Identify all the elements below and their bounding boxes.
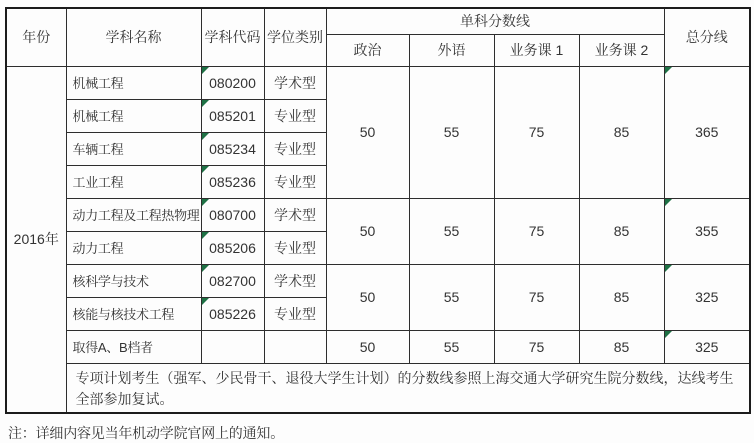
subject-code-cell: 085234 <box>201 132 264 165</box>
excel-error-triangle-icon <box>665 331 672 338</box>
excel-error-triangle-icon <box>665 199 672 206</box>
subject-code-cell: 080200 <box>201 66 264 99</box>
special-note-row <box>6 363 750 413</box>
header-foreign-language: 外语 <box>409 34 494 66</box>
subject-name-cell: 机械工程 <box>66 66 201 99</box>
score-politics-cell: 50 <box>326 66 409 198</box>
score-politics-cell: 50 <box>326 264 409 330</box>
header-single-subject-group: 单科分数线 <box>326 8 664 34</box>
excel-error-triangle-icon <box>202 298 209 305</box>
subject-name-cell: 核科学与技术 <box>66 264 201 297</box>
score-course2-cell: 85 <box>579 330 664 363</box>
degree-type-cell <box>264 330 326 363</box>
header-course1: 业务课 1 <box>494 34 579 66</box>
header-row-1 <box>6 8 750 34</box>
subject-code-cell: 082700 <box>201 264 264 297</box>
degree-type-cell: 专业型 <box>264 99 326 132</box>
excel-error-triangle-icon <box>202 100 209 107</box>
subject-name-cell: 核能与核技术工程 <box>66 297 201 330</box>
score-course2-cell: 85 <box>579 198 664 264</box>
degree-type-cell: 专业型 <box>264 132 326 165</box>
excel-error-triangle-icon <box>202 133 209 140</box>
subject-code-cell: 085201 <box>201 99 264 132</box>
degree-type-cell: 专业型 <box>264 165 326 198</box>
subject-name-cell: 动力工程 <box>66 231 201 264</box>
header-degree-type: 学位类别 <box>264 8 326 66</box>
subject-name-cell: 工业工程 <box>66 165 201 198</box>
score-foreign-cell: 55 <box>409 66 494 198</box>
score-course1-cell: 75 <box>494 264 579 330</box>
table-row <box>6 66 750 99</box>
score-total-cell: 365 <box>664 66 750 198</box>
table-row <box>6 330 750 363</box>
subject-code-cell <box>201 330 264 363</box>
score-total-cell: 355 <box>664 198 750 264</box>
header-subject-name: 学科名称 <box>66 8 201 66</box>
subject-name-cell: 动力工程及工程热物理 <box>66 198 201 231</box>
score-foreign-cell: 55 <box>409 198 494 264</box>
excel-error-triangle-icon <box>202 199 209 206</box>
excel-error-triangle-icon <box>202 232 209 239</box>
header-total: 总分线 <box>664 8 750 66</box>
score-line-table <box>5 7 751 414</box>
degree-type-cell: 专业型 <box>264 297 326 330</box>
subject-name-cell: 车辆工程 <box>66 132 201 165</box>
degree-type-cell: 学术型 <box>264 198 326 231</box>
excel-error-triangle-icon <box>202 265 209 272</box>
score-foreign-cell: 55 <box>409 330 494 363</box>
score-total-cell: 325 <box>664 264 750 330</box>
special-note-cell: 专项计划考生（强军、少民骨干、退役大学生计划）的分数线参照上海交通大学研究生院分数线，达线考生全部参加复试。 <box>66 363 750 413</box>
score-foreign-cell: 55 <box>409 264 494 330</box>
degree-type-cell: 学术型 <box>264 66 326 99</box>
header-subject-code: 学科代码 <box>201 8 264 66</box>
excel-error-triangle-icon <box>202 67 209 74</box>
subject-code-cell: 080700 <box>201 198 264 231</box>
excel-error-triangle-icon <box>665 67 672 74</box>
header-year: 年份 <box>6 8 66 66</box>
subject-code-cell: 085206 <box>201 231 264 264</box>
excel-error-triangle-icon <box>202 166 209 173</box>
table-row <box>6 198 750 231</box>
subject-name-cell: 取得A、B档者 <box>66 330 201 363</box>
header-politics: 政治 <box>326 34 409 66</box>
table-row <box>6 264 750 297</box>
score-course1-cell: 75 <box>494 66 579 198</box>
score-course1-cell: 75 <box>494 198 579 264</box>
subject-name-cell: 机械工程 <box>66 99 201 132</box>
score-politics-cell: 50 <box>326 330 409 363</box>
score-course1-cell: 75 <box>494 330 579 363</box>
footer-note: 注：详细内容见当年机动学院官网上的通知。 <box>8 424 284 441</box>
degree-type-cell: 学术型 <box>264 264 326 297</box>
score-course2-cell: 85 <box>579 66 664 198</box>
degree-type-cell: 专业型 <box>264 231 326 264</box>
score-politics-cell: 50 <box>326 198 409 264</box>
score-course2-cell: 85 <box>579 264 664 330</box>
subject-code-cell: 085236 <box>201 165 264 198</box>
score-total-cell: 325 <box>664 330 750 363</box>
subject-code-cell: 085226 <box>201 297 264 330</box>
excel-error-triangle-icon <box>665 265 672 272</box>
header-course2: 业务课 2 <box>579 34 664 66</box>
year-cell: 2016年 <box>6 66 66 413</box>
